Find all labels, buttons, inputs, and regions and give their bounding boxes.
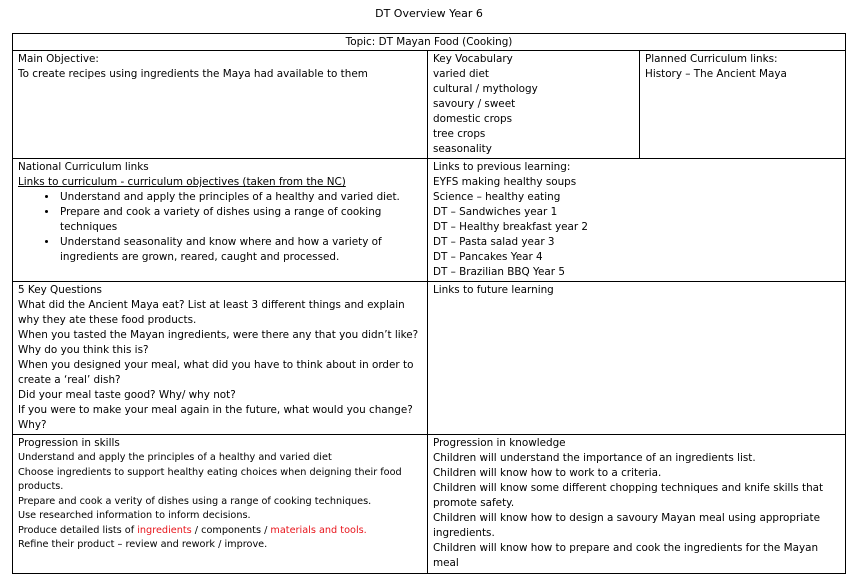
ingredients-highlight: ingredients bbox=[137, 524, 192, 536]
topic-header: Topic: DT Mayan Food (Cooking) bbox=[13, 34, 846, 51]
skills-heading: Progression in skills bbox=[18, 437, 120, 449]
skill-line: Prepare and cook a verity of dishes using a range of cooking techniques. bbox=[18, 495, 372, 507]
knowledge-line: Children will know some different chopping techniques and knife skills that promote safety. bbox=[433, 482, 824, 509]
knowledge-line: Children will know how to work to a criteria. bbox=[433, 467, 662, 479]
lists-prefix: Produce detailed lists of bbox=[18, 524, 138, 536]
previous-learning-item: Science – healthy eating bbox=[433, 191, 561, 203]
progression-knowledge-cell bbox=[428, 435, 846, 574]
previous-learning-item: DT – Healthy breakfast year 2 bbox=[433, 221, 589, 233]
overview-table bbox=[12, 33, 846, 574]
skill-line: Refine their product – review and rework / improve. bbox=[18, 539, 268, 550]
knowledge-line: Children will know how to design a savoury Mayan meal using appropriate ingredients. bbox=[433, 512, 820, 539]
list-item: • Understand and apply the principles of a healthy and varied diet. bbox=[58, 190, 422, 205]
previous-learning-cell bbox=[428, 159, 846, 282]
national-curriculum-cell bbox=[13, 159, 428, 282]
knowledge-heading: Progression in knowledge bbox=[433, 437, 566, 449]
vocab-item: cultural / mythology bbox=[433, 83, 538, 95]
previous-learning-item: DT – Sandwiches year 1 bbox=[433, 206, 558, 218]
key-question: When you tasted the Mayan ingredients, were there any that you didn’t like? Why do you think this is? bbox=[18, 329, 419, 356]
national-curriculum-subheading: Links to curriculum - curriculum objectives (taken from the NC) bbox=[18, 176, 346, 188]
national-curriculum-heading: National Curriculum links bbox=[18, 161, 149, 173]
key-questions-cell bbox=[13, 282, 428, 435]
list-item: • Understand seasonality and know where and how a variety of ingredients are grown, reared, caught and processed. bbox=[58, 235, 422, 265]
vocab-item: seasonality bbox=[433, 143, 492, 155]
main-objective-text: To create recipes using ingredients the Maya had available to them bbox=[18, 68, 368, 80]
previous-learning-item: DT – Pancakes Year 4 bbox=[433, 251, 543, 263]
curriculum-links-text: History – The Ancient Maya bbox=[645, 68, 787, 80]
key-vocabulary-heading: Key Vocabulary bbox=[433, 53, 513, 65]
key-question: Did your meal taste good? Why/ why not? bbox=[18, 389, 236, 401]
main-objective-cell bbox=[13, 51, 428, 159]
key-questions-heading: 5 Key Questions bbox=[18, 284, 102, 296]
key-question: What did the Ancient Maya eat? List at least 3 different things and explain why they ate these food products. bbox=[18, 299, 405, 326]
list-item: • Prepare and cook a variety of dishes using a range of cooking techniques bbox=[58, 205, 422, 235]
previous-learning-item: DT – Brazilian BBQ Year 5 bbox=[433, 266, 565, 278]
curriculum-links-heading: Planned Curriculum links: bbox=[645, 53, 778, 65]
previous-learning-item: DT – Pasta salad year 3 bbox=[433, 236, 555, 248]
vocab-item: domestic crops bbox=[433, 113, 512, 125]
lists-mid: / components / bbox=[191, 524, 271, 536]
knowledge-line: Children will understand the importance of an ingredients list. bbox=[433, 452, 756, 464]
vocab-item: tree crops bbox=[433, 128, 486, 140]
knowledge-line: Children will know how to prepare and cook the ingredients for the Mayan meal bbox=[433, 542, 819, 569]
previous-learning-item: EYFS making healthy soups bbox=[433, 176, 577, 188]
previous-learning-heading: Links to previous learning: bbox=[433, 161, 571, 173]
key-question: When you designed your meal, what did you have to think about in order to create a ‘real’ dish? bbox=[18, 359, 414, 386]
future-learning-cell bbox=[428, 282, 846, 435]
future-learning-heading: Links to future learning bbox=[433, 284, 554, 296]
skill-line: Choose ingredients to support healthy eating choices when deigning their food products. bbox=[18, 466, 402, 492]
materials-highlight: materials and tools. bbox=[270, 524, 367, 536]
skill-line: Understand and apply the principles of a healthy and varied diet bbox=[18, 452, 332, 463]
skill-line-lists bbox=[18, 524, 422, 539]
key-question: If you were to make your meal again in the future, what would you change? Why? bbox=[18, 404, 413, 431]
skill-line: Use researched information to inform decisions. bbox=[18, 510, 251, 521]
vocab-item: varied diet bbox=[433, 68, 489, 80]
curriculum-links-cell bbox=[640, 51, 846, 159]
key-vocabulary-cell bbox=[428, 51, 640, 159]
vocab-item: savoury / sweet bbox=[433, 98, 516, 110]
main-objective-heading: Main Objective: bbox=[18, 53, 99, 65]
document-title: DT Overview Year 6 bbox=[375, 7, 483, 20]
progression-skills-cell bbox=[13, 435, 428, 574]
curriculum-objectives-list bbox=[18, 190, 422, 265]
